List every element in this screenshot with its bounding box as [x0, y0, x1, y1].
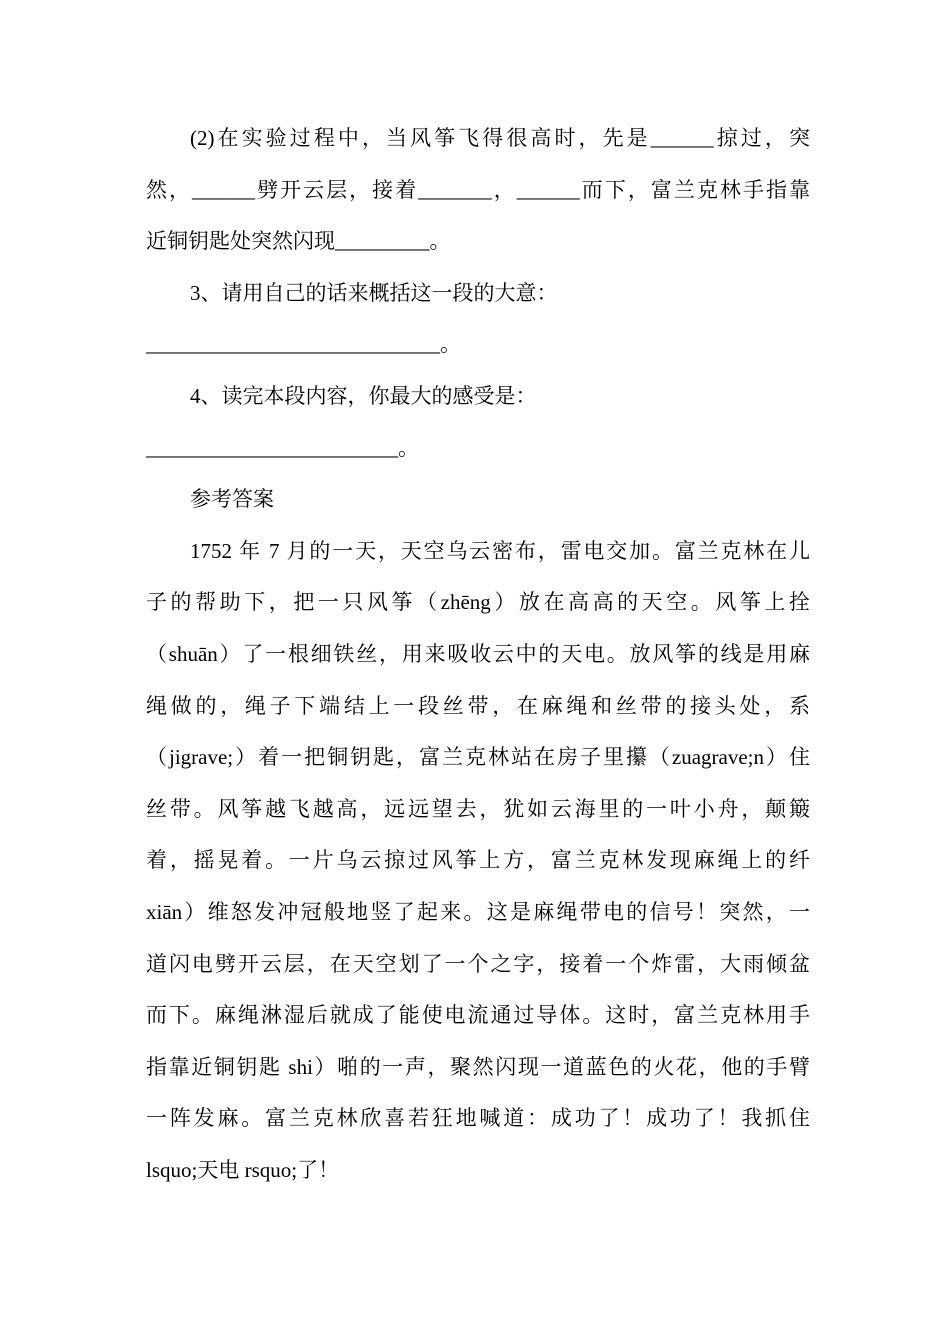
answer-paragraph-line-1: 1752 年 7 月的一天，天空乌云密布，雷电交加。富兰克林在儿 — [190, 538, 810, 563]
question-2-line-2: 然，______劈开云层，接着_______，______而下，富兰克林手指靠 — [146, 177, 810, 202]
answer-paragraph-line-5: （jigrave;）着一把铜钥匙，富兰克林站在房子里攥（zuagrave;n）住 — [146, 745, 810, 770]
answer-paragraph-line-6: 丝带。风筝越飞越高，远远望去，犹如云海里的一叶小舟，颠簸 — [146, 796, 810, 821]
question-2-line-1: (2)在实验过程中，当风筝飞得很高时，先是______掠过，突 — [190, 126, 810, 150]
question-4-answer-blank: ________________________。 — [146, 435, 419, 460]
answer-paragraph-line-9: 道闪电劈开云层，在天空划了一个之字，接着一个炸雷，大雨倾盆 — [146, 951, 810, 976]
question-3-prompt: 3、请用自己的话来概括这一段的大意： — [190, 280, 558, 305]
document-page — [146, 113, 810, 1196]
question-4-prompt: 4、读完本段内容，你最大的感受是： — [190, 383, 537, 408]
answer-key-heading: 参考答案 — [190, 487, 274, 512]
answer-paragraph-line-7: 着，摇晃着。一片乌云掠过风筝上方，富兰克林发现麻绳上的纤 — [146, 848, 810, 873]
answer-paragraph-line-11: 指靠近铜钥匙 shi）啪的一声，聚然闪现一道蓝色的火花，他的手臂 — [146, 1054, 810, 1079]
answer-paragraph-line-13: lsquo;天电 rsquo;了！ — [146, 1157, 340, 1182]
answer-paragraph-line-8: xiān）维怒发冲冠般地竖了起来。这是麻绳带电的信号！突然，一 — [146, 899, 810, 924]
answer-paragraph-line-10: 而下。麻绳淋湿后就成了能使电流通过导体。这时，富兰克林用手 — [146, 1003, 810, 1028]
answer-paragraph-line-2: 子的帮助下，把一只风筝（zhēng）放在高高的天空。风筝上拴 — [146, 590, 810, 615]
answer-paragraph-line-12: 一阵发麻。富兰克林欣喜若狂地喊道：成功了！成功了！我抓住 — [146, 1106, 810, 1131]
question-3-answer-blank: ____________________________。 — [146, 332, 461, 357]
answer-paragraph-line-3: （shuān）了一根细铁丝，用来吸收云中的天电。放风筝的线是用麻 — [146, 641, 810, 666]
answer-paragraph-line-4: 绳做的，绳子下端结上一段丝带，在麻绳和丝带的接头处，系 — [146, 693, 810, 718]
question-2-line-3: 近铜钥匙处突然闪现_________。 — [146, 229, 451, 254]
